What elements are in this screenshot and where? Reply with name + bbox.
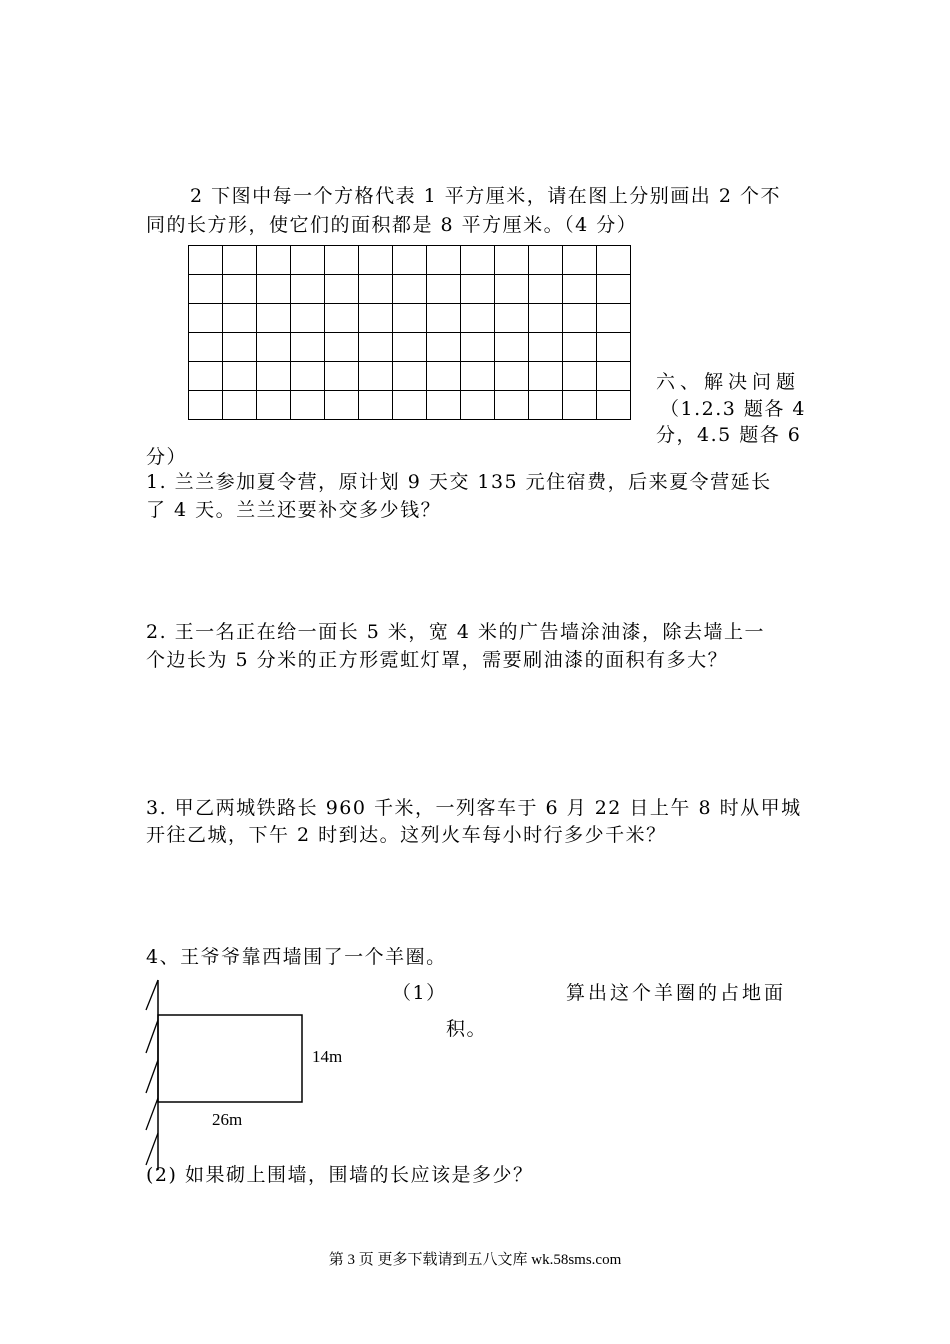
section6-line3: 分，4.5 题各 6 xyxy=(656,424,802,446)
side-length-label: 14m xyxy=(312,1047,343,1066)
wall-hatch xyxy=(146,1060,158,1093)
bottom-length-label: 26m xyxy=(212,1110,243,1129)
section6-line2: （1.2.3 题各 4 xyxy=(660,398,807,420)
wall-hatch xyxy=(146,1020,158,1053)
question4-part1-number: （1） xyxy=(392,982,447,1004)
section6-title: 六、解决问题 xyxy=(656,371,801,393)
page-footer: 第 3 页 更多下载请到五八文库 wk.58sms.com xyxy=(328,1252,622,1268)
question2-line2: 个边长为 5 分米的正方形霓虹灯罩，需要刷油漆的面积有多大？ xyxy=(146,649,729,671)
question3-line1: 3. 甲乙两城铁路长 960 千米，一列客车于 6 月 22 日上午 8 时从甲城 xyxy=(146,797,802,819)
sheep-pen-rectangle xyxy=(158,1015,302,1102)
question4-title: 4、王爷爷靠西墙围了一个羊圈。 xyxy=(146,946,447,968)
question1-line2: 了 4 天。兰兰还要补交多少钱？ xyxy=(146,499,442,521)
section6-line4: 分） xyxy=(146,446,188,468)
question2-line1: 2. 王一名正在给一面长 5 米，宽 4 米的广告墙涂油漆，除去墙上一 xyxy=(146,621,766,643)
question4-part1-text: 算出这个羊圈的占地面 xyxy=(566,982,787,1004)
question4-part1-text-cont: 积。 xyxy=(446,1018,488,1040)
wall-hatch xyxy=(146,1098,158,1130)
question3-line2: 开往乙城，下午 2 时到达。这列火车每小时行多少千米？ xyxy=(146,824,667,846)
wall-hatch xyxy=(146,1133,158,1165)
wall-hatch xyxy=(146,980,158,1010)
question1-line1: 1. 兰兰参加夏令营，原计划 9 天交 135 元住宿费，后来夏令营延长 xyxy=(146,471,772,493)
problem2-line2: 同的长方形，使它们的面积都是 8 平方厘米。（4 分） xyxy=(146,214,638,236)
problem2-line1: 2 下图中每一个方格代表 1 平方厘米，请在图上分别画出 2 个不 xyxy=(190,185,781,207)
question4-part2: (2) 如果砌上围墙，围墙的长应该是多少？ xyxy=(146,1164,534,1186)
